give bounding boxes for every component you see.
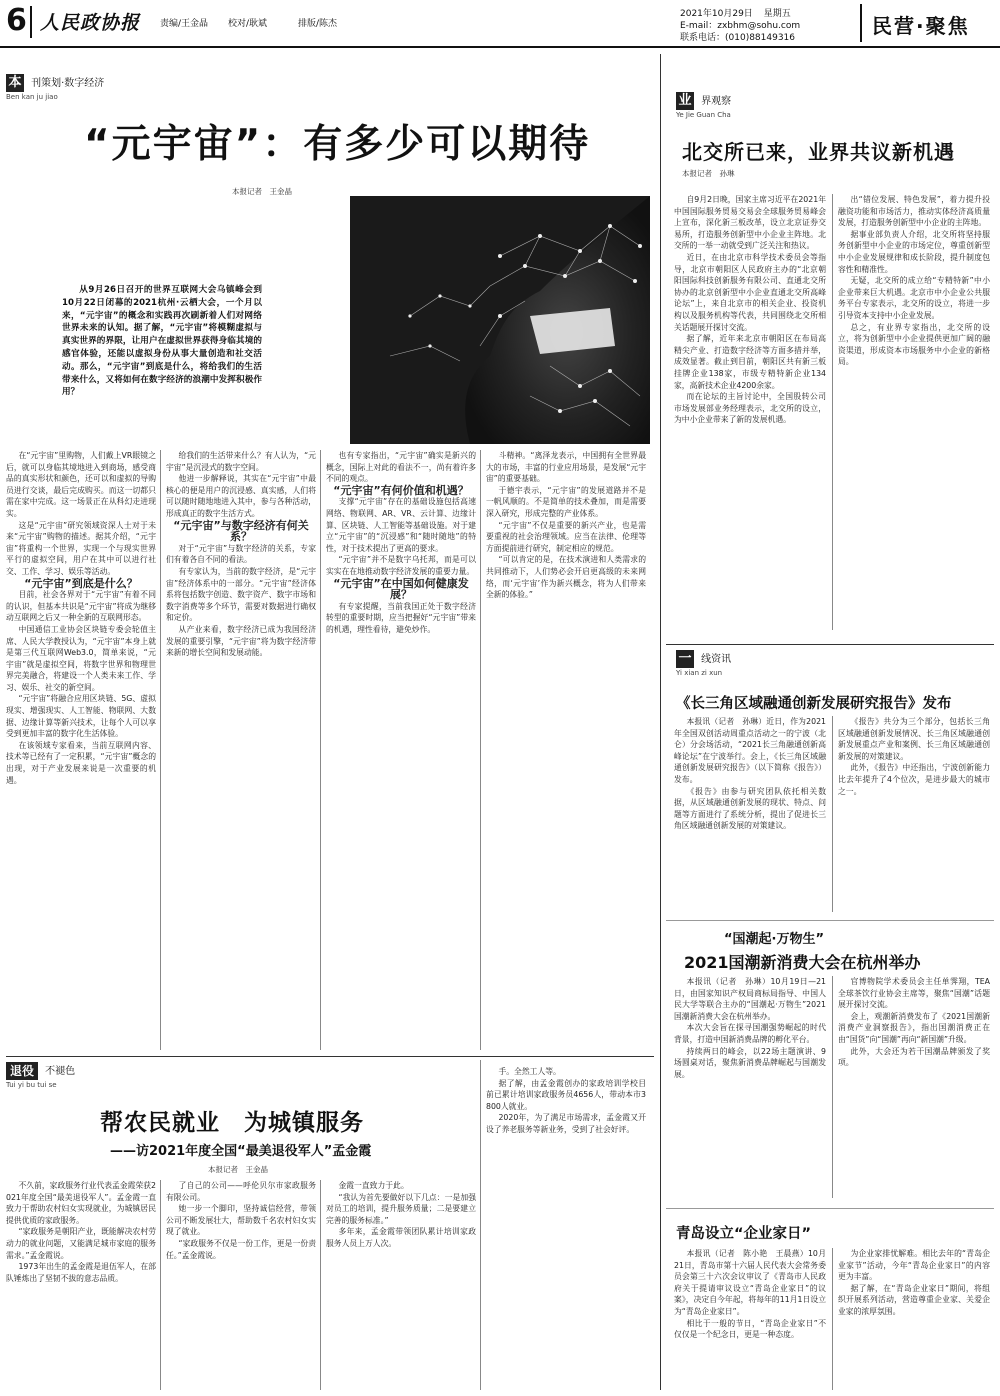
paragraph: 给我们的生活带来什么？有人认为，“元宇宙”是沉浸式的数字空间。 bbox=[166, 451, 316, 472]
paragraph: 斗精神。“离泽龙表示，中国拥有全世界最大的市场，丰富的行业应用场景，是发展“元宇宙”的重要基础。 bbox=[486, 451, 646, 484]
paragraph: 金霞一直致力于此。 bbox=[338, 1181, 409, 1190]
paragraph: 中国通信工业协会区块链专委会轮值主席、人民大学教授认为，“元宇宙”本身上就是第三代互联网Web3.0，简单来说，“元宇宙”就是虚拟空间，将数字世界和物理世界完美融合，将建设一个人类未来工作、学习、娱乐、社交的新空间。 bbox=[6, 624, 156, 692]
paragraph: 无疑，北交所的成立给“专精特新”中小企业带来巨大机遇。北京市中小企业公共服务平台专家表示，北交所的设立，将进一步引导资本支持中小企业发展。 bbox=[838, 276, 990, 320]
paragraph: 《报告》由参与研究团队依托相关数据，从区域融通创新发展的现状、特点、问题等方面进行了系统分析，提出了促进长三角区域融通创新发展的对策建议。 bbox=[674, 786, 826, 831]
paragraph: 从产业来看，数字经济已成为我国经济发展的重要引擎，“元宇宙”将为数字经济带来新的增长空间和发展动能。 bbox=[166, 624, 316, 658]
feature-column-3 bbox=[326, 450, 476, 1050]
newspaper-logo: 人民政协报 bbox=[40, 12, 141, 34]
veteran-label-pinyin: Tui yi bu tui se bbox=[6, 1081, 57, 1089]
paragraph: “家政服务不仅是一份工作，更是一份责任。”孟金霞说。 bbox=[166, 1238, 316, 1260]
paragraph: 会上，观潮新消费发布了《2021国潮新消费产业洞察报告》，指出国潮消费正在由“国货”向“国潮”再向“新国潮”升级。 bbox=[838, 1011, 990, 1044]
industry-label-char: 业 bbox=[676, 92, 694, 110]
section-rule bbox=[666, 1208, 994, 1209]
industry-column-1 bbox=[674, 194, 826, 630]
veteran-column-1 bbox=[6, 1180, 156, 1390]
paragraph: 有专家认为，当前的数字经济，是“元宇宙”经济体系中的一部分。“元宇宙”经济体系将包括数字创造、数字资产、数字市场和数字消费等多个环节，需要对数据进行确权和定价。 bbox=[166, 566, 316, 623]
column-label bbox=[6, 74, 104, 104]
veteran-label-char: 退役 bbox=[6, 1062, 38, 1080]
paragraph: 据了解，在“青岛企业家日”期间，将组织开展系列活动，营造尊重企业家、关爱企业家的浓厚氛围。 bbox=[838, 1283, 990, 1316]
paragraph: 出“错位发展、特色发展”，着力提升投融资功能和市场活力，推动实体经济高质量发展，打造服务创新型中小企业的主阵地。 bbox=[838, 195, 990, 228]
column-rule bbox=[480, 1060, 481, 1390]
industry-label-pinyin: Ye Jie Guan Cha bbox=[676, 111, 731, 119]
column-rule bbox=[832, 716, 833, 912]
veteran-column-4 bbox=[486, 1066, 646, 1390]
paragraph: 1973年出生的孟金霞是退伍军人，在部队锤炼出了坚韧不拔的意志品质。 bbox=[6, 1262, 156, 1283]
paragraph: 本报讯（记者 孙琳）10月19日—21日，由国家知识产权局商标局指导、中国人民大学等联合主办的“国潮起·万物生”2021国潮新消费大会在杭州举办。 bbox=[674, 977, 826, 1021]
news2-column-2 bbox=[838, 976, 990, 1198]
paragraph: 支撑“元宇宙”存在的基础设施包括高速网络、物联网、AR、VR、云计算、边缘计算、区块链、人工智能等基础设施。对于建立“元宇宙”的“沉浸感”和“随时随地”的特性，对于技术提出了更高的要求。 bbox=[326, 497, 476, 553]
industry-label bbox=[676, 92, 731, 119]
paragraph: 而在论坛的主旨讨论中，全国股转公司市场发展部业务经理表示，北交所的设立，为中小企业带来了新的发展机遇。 bbox=[674, 392, 826, 425]
paragraph: “家政服务是朝阳产业，既能解决农村劳动力的就业问题，又能满足城市家庭的服务需求。”孟金霞说。 bbox=[6, 1227, 156, 1260]
paragraph: 也有专家指出，“元宇宙”确实是新兴的概念，国际上对此的看法不一，尚有着许多不同的观点。 bbox=[326, 451, 476, 484]
page-divider bbox=[660, 54, 661, 1390]
column-label-char: 本 bbox=[6, 74, 24, 92]
feature-lede: 从9月26日召开的世界互联网大会乌镇峰会到10月22日闭幕的2021杭州·云栖大会，一个月以来，“元宇宙”的概念和实践再次刷新着人们对网络世界未来的认知。据了解，“元宇宙”将模糊虚拟与真实世界的界限，让用户在虚拟世界获得身临其境的感官体验，还能以虚拟身份从事大量创造和社交活动。那么，“元宇宙”到底是什么，将给我们的生活带来什么，又将如何在数字经济的浪潮中发挥积极作用？ bbox=[62, 285, 262, 398]
news2-headline: 2021国潮新消费大会在杭州举办 bbox=[684, 953, 921, 972]
yixian-label bbox=[676, 650, 731, 677]
contact-email: E-mail：zxbhm@sohu.com bbox=[680, 21, 801, 31]
paragraph: 总之，有业界专家指出，北交所的设立，将为创新型中小企业提供更加广阔的融资渠道，形成资本市场服务中小企业的新格局。 bbox=[838, 322, 990, 367]
feature-byline: 本报记者 王金晶 bbox=[232, 187, 292, 196]
paragraph: “元宇宙”不仅是重要的新兴产业，也是需要重视的社会治理领域。应当在法律、伦理等方面提前进行研究，制定相应的规范。 bbox=[486, 520, 646, 553]
subhead: “元宇宙”到底是什么？ bbox=[24, 576, 138, 590]
proof-credit: 校对/耿斌 bbox=[228, 19, 268, 29]
paragraph: 于德宇表示，“元宇宙”的发展道路并不是一帆风顺的。不是简单的技术叠加，而是需要深入研究，形成完整的产业体系。 bbox=[486, 485, 646, 518]
paragraph: “我认为首先要做好以下几点：一是加强对员工的培训，提升服务质量；二是要建立完善的服务标准。” bbox=[326, 1192, 476, 1225]
paragraph: 多年来，孟金霞带领团队累计培训家政服务人员上万人次。 bbox=[326, 1227, 476, 1248]
veteran-headline: 帮农民就业 为城镇服务 bbox=[100, 1110, 364, 1136]
weekday-text: 星期五 bbox=[763, 9, 791, 19]
feature-headline: “元宇宙”：有多少可以期待 bbox=[84, 122, 591, 167]
news3-column-1 bbox=[674, 1248, 826, 1390]
section-rule bbox=[666, 920, 994, 921]
paragraph: 目前，社会各界对于“元宇宙”有着不同的认识，但基本共识是“元宇宙”将成为继移动互联网之后又一种全新的互联网形态。 bbox=[6, 590, 156, 623]
feature-column-4 bbox=[486, 450, 646, 1050]
industry-column-2 bbox=[838, 194, 990, 630]
news2-kicker: “国潮起·万物生” bbox=[724, 932, 825, 947]
date-text: 2021年10月29日 bbox=[680, 9, 753, 19]
paragraph: 她一步一个脚印，坚持诚信经营，带领公司不断发展壮大，帮助数千名农村妇女实现了就业。 bbox=[166, 1204, 316, 1237]
feature-column-2 bbox=[166, 450, 316, 1050]
paragraph: 对于“元宇宙”与数字经济的关系，专家们有着各自不同的看法。 bbox=[166, 543, 316, 565]
industry-byline: 本报记者 孙琳 bbox=[682, 169, 735, 178]
veteran-label bbox=[6, 1062, 75, 1089]
subhead: “元宇宙”与数字经济有何关系？ bbox=[173, 518, 309, 544]
yixian-label-name: 线资讯 bbox=[701, 654, 732, 665]
column-label-name: 刊策划·数字经济 bbox=[31, 78, 105, 89]
yixian-label-char: 一 bbox=[676, 650, 694, 668]
column-rule bbox=[160, 1180, 161, 1390]
paragraph: 本次大会旨在探寻国潮强势崛起的时代背景，打造中国新消费品牌的孵化平台。 bbox=[674, 1023, 826, 1044]
paragraph: “可以肯定的是，在技术演进和人类需求的共同推动下，人们势必会开启更高级的未来网络，而‘元宇宙’作为新兴概念，将为人们带来全新的体验。” bbox=[486, 555, 646, 600]
paragraph: 此外，大会还为若干国潮品牌颁发了奖项。 bbox=[838, 1046, 990, 1068]
column-label-pinyin: Ben kan ju jiao bbox=[6, 93, 58, 101]
paragraph: 有专家提醒，当前我国正处于数字经济转型的重要时期，应当把握好“元宇宙”带来的机遇，理性看待，避免炒作。 bbox=[326, 601, 476, 634]
section-title: 民营·聚焦 bbox=[872, 14, 970, 38]
veteran-byline: 本报记者 王金晶 bbox=[208, 1165, 268, 1174]
news2-column-1 bbox=[674, 976, 826, 1198]
feature-column-1 bbox=[6, 450, 156, 1050]
paragraph: 手。全然工人等。 bbox=[498, 1067, 561, 1076]
paragraph: 官博物院学术委员会主任单霁翔，TEA全球茶饮行业协会主席等，聚焦“国潮”话题展开探讨交流。 bbox=[838, 977, 990, 1010]
column-rule bbox=[832, 976, 833, 1198]
yixian-label-pinyin: Yi xian zi xun bbox=[676, 669, 723, 677]
paragraph: 不久前，家政服务行业代表孟金霞荣获2021年度全国“最美退役军人”。孟金霞一直致力于帮助农村妇女实现就业，为城镇居民提供优质的家政服务。 bbox=[6, 1181, 156, 1225]
column-rule bbox=[160, 450, 161, 1050]
paragraph: “元宇宙”将融合应用区块链、5G、虚拟现实、增强现实、人工智能、物联网、大数据、边缘计算等新兴技术，让每个人可以享受到更加丰富的数字化生活体验。 bbox=[6, 694, 156, 739]
subhead: “元宇宙”有何价值和机遇？ bbox=[333, 483, 469, 497]
page-number-rule bbox=[30, 6, 32, 38]
paragraph: 相比于一般的节日，“青岛企业家日”不仅仅是一个纪念日，更是一种态度。 bbox=[674, 1318, 826, 1340]
paragraph: 为企业家排忧解难。相比去年的“青岛企业家节”活动，今年“青岛企业家日”的内容更为丰富。 bbox=[838, 1249, 990, 1282]
subhead: “元宇宙”在中国如何健康发展？ bbox=[333, 576, 469, 602]
column-rule bbox=[832, 194, 833, 630]
veteran-subheadline: ——访2021年度全国“最美退役军人”孟金霞 bbox=[110, 1144, 372, 1159]
news1-headline: 《长三角区域融通创新发展研究报告》发布 bbox=[676, 696, 952, 712]
industry-label-name: 界观察 bbox=[701, 96, 732, 107]
news3-headline: 青岛设立“企业家日” bbox=[676, 1226, 812, 1242]
editor-credit: 责编/王金晶 bbox=[160, 19, 209, 29]
paragraph: 此外，《报告》中还指出，宁波创新能力比去年提升了4个位次，是进步最大的城市之一。 bbox=[838, 763, 990, 796]
paragraph: 在“元宇宙”里购物，人们戴上VR眼镜之后，就可以身临其境地进入到商场，感受商品的真实形状和颜色，还可以和虚拟的导购员进行交谈，最后完成购买。而这一切都只需在家中完成。这一场景正在从科幻走进现实。 bbox=[6, 451, 156, 518]
header-divider bbox=[860, 4, 862, 42]
industry-headline: 北交所已来，业界共议新机遇 bbox=[682, 140, 955, 164]
paragraph: 2020年，为了满足市场需求，孟金霞又开设了养老服务等新业务，受到了社会好评。 bbox=[486, 1113, 646, 1134]
news1-column-2 bbox=[838, 716, 990, 912]
header-rule bbox=[0, 46, 1000, 48]
layout-credit: 排版/陈杰 bbox=[298, 19, 338, 29]
paragraph: 持续两日的峰会，以22场主题演讲、9场圆桌对话，聚焦新消费品牌崛起与国潮发展。 bbox=[674, 1046, 826, 1079]
section-rule bbox=[666, 644, 994, 645]
column-rule bbox=[832, 1248, 833, 1390]
news3-column-2 bbox=[838, 1248, 990, 1390]
column-rule bbox=[320, 1180, 321, 1390]
paragraph: 了自己的公司——呼伦贝尔市家政服务有限公司。 bbox=[166, 1181, 316, 1202]
paragraph: 在该领域专家看来，当前互联网内容、技术等已经有了一定积累，“元宇宙”概念的出现，对于产业发展来说是一次重要的机遇。 bbox=[6, 740, 156, 785]
paragraph: 本报讯（记者 孙琳）近日，作为2021年全国双创活动周重点活动之一的宁波（北仑）分会场活动，“2021长三角融通创新高峰论坛”在宁波举行。会上，《长三角区域融通创新发展研究报告》（以下简称《报告》）发布。 bbox=[674, 717, 826, 784]
network-head-image bbox=[350, 196, 650, 444]
paragraph: 自9月2日晚，国家主席习近平在2021年中国国际服务贸易交易会全球服务贸易峰会上宣布，深化新三板改革，设立北京证券交易所，打造服务创新型中小企业主阵地。北交所的一举一动就受到广泛关注和热议。 bbox=[674, 195, 826, 251]
paragraph: 据了解，由孟金霞创办的家政培训学校目前已累计培训家政服务员4656人，带动本市3800人就业。 bbox=[486, 1078, 646, 1111]
paragraph: “元宇宙”并不是数字乌托邦，而是可以实实在在地推动数字经济发展的重要力量。 bbox=[326, 555, 476, 576]
page-number: 6 bbox=[6, 3, 27, 38]
veteran-label-name: 不褪色 bbox=[45, 1066, 76, 1077]
section-rule bbox=[6, 1056, 654, 1057]
paragraph: 这是“元宇宙”研究领域资深人士对于未来“元宇宙”购物的描述。据其介绍，“元宇宙”将重构一个世界，实现一个与现实世界平行的虚拟空间，用户在其中可以进行社交、工作、学习、娱乐等活动。 bbox=[6, 520, 156, 576]
paragraph: 他进一步解释说，其实在“元宇宙”中最核心的便是用户的沉浸感、真实感，人们将可以随时随地地进入其中，参与各种活动，形成真正的数字生活方式。 bbox=[166, 474, 316, 518]
veteran-column-2 bbox=[166, 1180, 316, 1390]
contact-phone: 联系电话：(010)88149316 bbox=[680, 33, 796, 43]
paragraph: 近日，在由北京市科学技术委员会等指导，北京市朝阳区人民政府主办的“北京朝阳国际科技创新服务有限公司、直通北交所协办的北京创新型中小企业直通北交所高峰论坛”上，来自北京市的相关企业、投资机构以及服务机构等代表，共同围绕北交所相关话题展开探讨交流。 bbox=[674, 252, 826, 332]
paragraph: 《报告》共分为三个部分，包括长三角区域融通创新发展情况、长三角区域融通创新发展重点产业和案例、长三角区域融通创新发展的对策建议。 bbox=[838, 717, 990, 761]
paragraph: 据事业部负责人介绍，北交所将坚持服务创新型中小企业的市场定位，尊重创新型中小企业发展规律和成长阶段，提升制度包容性和精准性。 bbox=[838, 229, 990, 274]
column-rule bbox=[320, 450, 321, 1050]
metaverse-illustration bbox=[350, 196, 650, 444]
paragraph: 本报讯（记者 陈小艳 王晨燕）10月21日，青岛市第十六届人民代表大会常务委员会第三十六次会议审议了《青岛市人民政府关于提请审议设立“青岛企业家日”的议案》，决定自今年起，将每年的11月1日设立为“青岛企业家日”。 bbox=[674, 1249, 826, 1316]
veteran-column-3 bbox=[326, 1180, 476, 1390]
paragraph: 据了解，近年来北京市朝阳区在布局高精尖产业、打造数字经济等方面多措并举，成效显著。截止到目前，朝阳区共有新三板挂牌企业138家，市级专精特新企业134家，高新技术企业4200余家。 bbox=[674, 334, 826, 390]
column-rule bbox=[480, 450, 481, 1050]
masthead bbox=[0, 0, 1000, 46]
news1-column-1 bbox=[674, 716, 826, 912]
